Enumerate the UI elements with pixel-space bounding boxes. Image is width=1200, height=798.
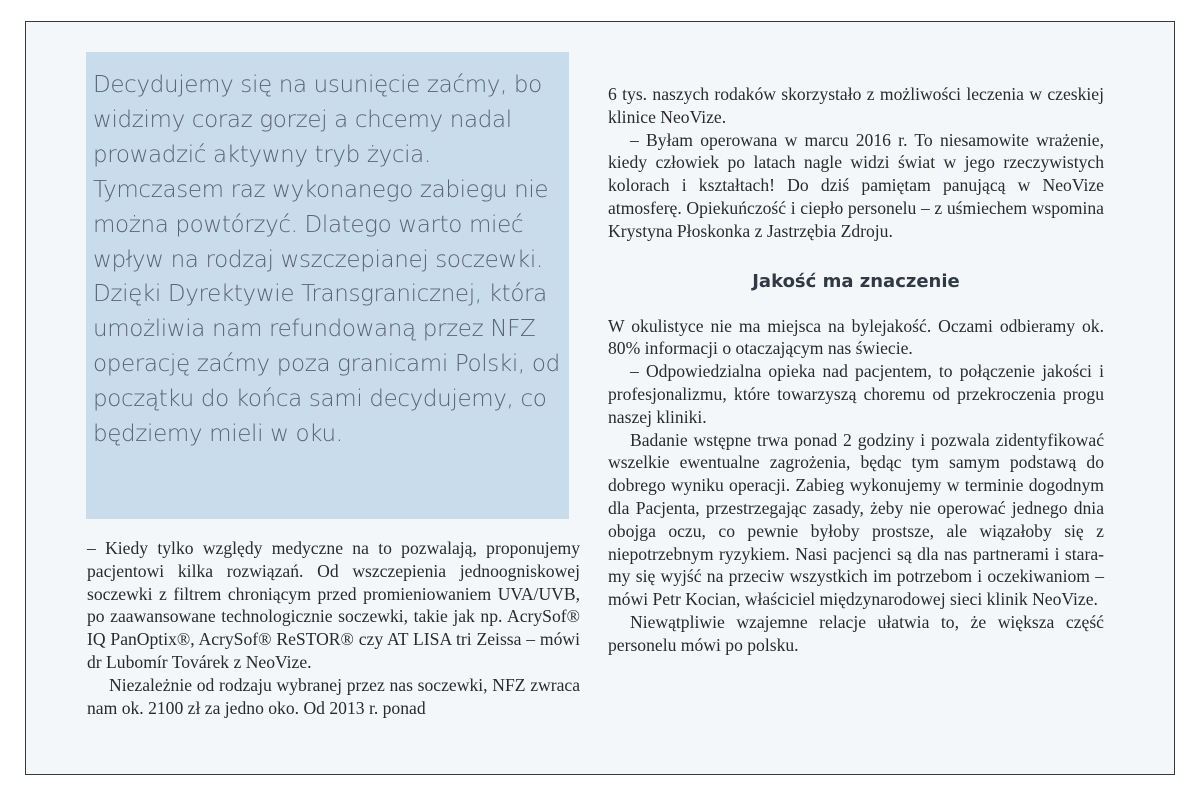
section-heading: Jakość ma znaczenie	[752, 270, 960, 292]
left-text-column	[87, 537, 580, 719]
article-page	[25, 21, 1175, 775]
paragraph: – Kiedy tylko względy medyczne na to pozwalają, proponujemy pacjentowi kilka rozwiązań. Od wszczepienia jednoogniskowej soczewki z filtrem chroniącym przed promieniowaniem UVA/UVB, po zaawansowane technologicznie soczewki, takie jak np. AcrySof® IQ PanOptix®, AcrySof® ReSTOR® czy AT LISA tri Zeissa – mówi dr Lubomír Továrek z NeoVize.	[87, 538, 580, 672]
paragraph: 6 tys. naszych rodaków skorzystało z możliwości leczenia w czeskiej klinice NeoVize.	[608, 84, 1104, 127]
pull-quote-text: Decydujemy się na usunięcie zaćmy, bo widzimy coraz gorzej a chcemy nadal prowadzić aktywny tryb życia. Tymczasem raz wykonanego zabiegu nie można powtórzyć. Dlatego warto mieć wpływ na rodzaj wszczepianej soczewki. Dzięki Dyrektywie Transgranicznej, która umożliwia nam refundowaną przez NFZ operację zaćmy poza granicami Polski, od początku do końca sami decydujemy, co będziemy mieli w oku.	[93, 72, 560, 448]
pull-quote-box	[86, 52, 569, 519]
right-text-column	[608, 83, 1104, 657]
paragraph: Niewątpliwie wzajemne relacje ułatwia to, że większa część personelu mówi po polsku.	[608, 611, 1104, 655]
paragraph: Niezależnie od rodzaju wybranej przez nas soczewki, NFZ zwraca nam ok. 2100 zł za jedno oko. Od 2013 r. ponad	[87, 674, 580, 718]
paragraph: Badanie wstępne trwa ponad 2 godziny i pozwala zidentyfikować wszelkie ewentualne zagrożenia, będąc tym samym podstawą do dobrego wyniku operacji. Zabieg wykonujemy w terminie dogodnym dla Pacjenta, przestrzegając zasady, żeby nie operować jednego dnia obojga oczu, co pewnie byłoby prostsze, ale wiązałoby się z niepotrzebnym ryzykiem. Nasi pacjenci są dla nas partnerami i staramy się wyjść na przeciw wszystkich im potrzebom i oczekiwaniom – mówi Petr Kocian, właściciel międzynarodowej sieci klinik NeoVize.	[608, 429, 1104, 610]
paragraph: W okulistyce nie ma miejsca na bylejakość. Oczami odbieramy ok. 80% informacji o otaczającym nas świecie.	[608, 315, 1104, 359]
paragraph: – Odpowiedzialna opieka nad pacjentem, to połączenie jakości i profesjonalizmu, które towarzyszą choremu od przekroczenia progu naszej kliniki.	[608, 361, 1104, 427]
paragraph: – Byłam operowana w marcu 2016 r. To niesamowite wrażenie, kiedy człowiek po latach nagle widzi świat w jego rzeczywistych kolorach i kształtach! Do dziś pamiętam panującą w NeoVize atmosferę. Opiekuńczość i ciepło personelu – z uśmiechem wspomina Krystyna Płoskonka z Jastrzębia Zdroju.	[608, 129, 1104, 241]
